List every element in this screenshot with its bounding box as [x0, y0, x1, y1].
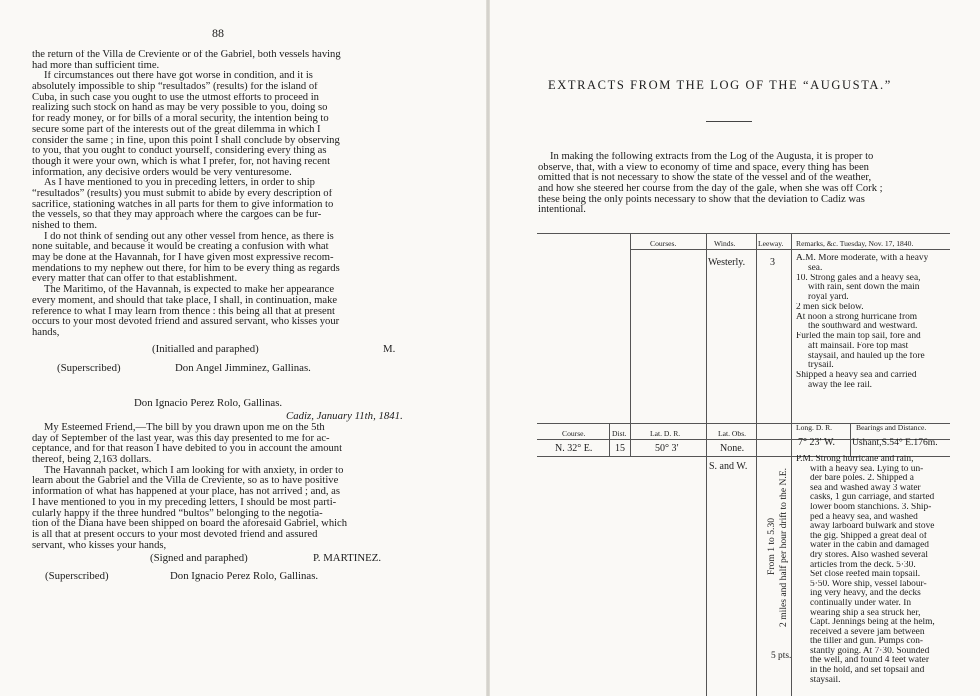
text-line: If circumstances out there have got worse in condition, and it is: [44, 71, 313, 82]
text-line: is all that at present occurs to your most devoted friend and assured: [32, 529, 318, 540]
text-line: every matter that can offer to that establishment.: [32, 274, 238, 285]
text-line: consider the same ; in fine, upon this point I shall conclude by observing: [32, 135, 340, 146]
header-dist: Dist.: [612, 429, 627, 438]
noon-lat-dr: 50° 3′: [655, 443, 679, 454]
noon-bearings: Ushant,S.54° E.176m.: [852, 437, 938, 448]
text-line: ceptance, and for that reason I have debited to you in account the amount: [32, 444, 343, 455]
text-line: these being the only points necessary to show that the deviation to Cadiz was: [538, 194, 865, 205]
remark-line: der bare poles. 2. Shipped a: [810, 474, 914, 484]
remark-line: continually under water. In: [810, 598, 912, 608]
header-courses: Courses.: [650, 239, 677, 248]
text-line: information, any decisive orders would be very venturesome.: [32, 167, 292, 178]
text-line: cularly happy if the three hundred “bultos” belonging to the negotia-: [32, 508, 323, 519]
text-line: for ready money, or for bills of a moral security, the intention being to: [32, 114, 329, 125]
text-line: learn about the Gabriel and the Villa de Creviente, so as to have positive: [32, 476, 339, 487]
text-line: As I have mentioned to you in preceding letters, in order to ship: [44, 178, 315, 189]
text-line: intentional.: [538, 205, 586, 216]
remark-line: ing very heavy, and the decks: [810, 589, 921, 599]
initialled-note: (Initialled and paraphed): [152, 343, 259, 355]
superscribed-label-1: (Superscribed): [57, 362, 121, 374]
text-line: mendations to my nephew out there, for him to be every thing as regards: [32, 263, 340, 274]
noon-lat-obs: None.: [720, 443, 745, 454]
header-lat-dr: Lat. D. R.: [650, 429, 681, 438]
leeway-value: 3: [770, 257, 775, 268]
remark-line: stantly going. At 7·30. Sounded: [810, 646, 930, 656]
wind-s-and-w: S. and W.: [709, 461, 748, 472]
table-top-rule: [537, 233, 950, 234]
drift-rate-note: 2 miles and half per hour drift to the N.E.: [778, 467, 789, 627]
remark-line: dry stores. Also washed several: [810, 550, 928, 560]
text-line: omitted that is not necessary to show the state of the vessel and of the weather,: [538, 173, 872, 184]
noon-long-dr: 7° 23′ W.: [798, 437, 836, 448]
text-line: In making the following extracts from the Log of the Augusta, it is proper to: [550, 152, 874, 162]
wind-westerly: Westerly.: [708, 257, 746, 268]
text-line: Cuba, in such case you ought to use the utmost efforts to proceed in: [32, 92, 319, 103]
text-line: “resultados” (results) you must submit to abide by every description of: [32, 188, 333, 199]
col-rule: [706, 233, 707, 696]
remark-line: Capt. Jennings being at the helm,: [810, 618, 935, 628]
remark-line: the tiller and gun. Pumps con-: [810, 637, 924, 647]
text-line: My Esteemed Friend,—The bill by you drawn upon me on the 5th: [44, 423, 325, 433]
superscribed-name-2: Don Ignacio Perez Rolo, Gallinas.: [170, 570, 319, 582]
text-line: absolutely impossible to ship “resultados” (results) for the island of: [32, 82, 318, 93]
header-long-dr: Long. D. R.: [796, 423, 833, 432]
intro-paragraph: [538, 152, 946, 216]
header-leeway: Leeway.: [758, 239, 784, 248]
signer: P. MARTINEZ.: [313, 552, 382, 564]
remark-line: Furled the main top sail, fore and: [796, 332, 921, 341]
header-bearings: Bearings and Distance.: [856, 423, 927, 432]
letter-1-body: [32, 50, 404, 339]
remark-line: P.M. Strong hurricane and rain,: [796, 455, 914, 464]
remark-line: sea and washed away 3 water: [810, 483, 921, 493]
col-rule: [756, 233, 757, 696]
remark-line: aft mainsail. Fore top mast: [808, 341, 909, 351]
remark-line: 2 men sick below.: [796, 302, 864, 312]
remark-line: the well, and found 4 feet water: [810, 656, 929, 666]
remark-line: 5·50. Wore ship, vessel labour-: [810, 579, 927, 589]
remark-line: Set close reefed main topsail.: [810, 570, 921, 580]
book-gutter: [486, 0, 490, 696]
header-course: Course.: [562, 429, 586, 438]
remark-line: A.M. More moderate, with a heavy: [796, 254, 929, 263]
text-line: the return of the Villa de Creviente or of the Gabriel, both vessels having: [32, 50, 341, 60]
text-line: none suitable, and because it would be creating a confusion with what: [32, 242, 329, 253]
text-line: nished to them.: [32, 221, 98, 231]
dateline: Cadiz, January 11th, 1841.: [286, 410, 403, 422]
header-winds: Winds.: [714, 239, 736, 248]
noon-course: N. 32° E.: [555, 443, 593, 454]
text-line: day of September of the last year, was this day presented to me for ac-: [32, 433, 330, 444]
text-line: The Maritimo, of the Havannah, is expected to make her appearance: [44, 285, 335, 296]
col-rule: [850, 423, 851, 456]
text-line: the vessels, so that they may approach where the cargoes can be fur-: [32, 210, 322, 221]
text-line: thereof, being 2,163 dollars.: [32, 455, 152, 466]
text-line: realizing such stock on hand as may be very possible to you, doing so: [32, 103, 328, 114]
remark-line: articles from the deck. 5·30.: [810, 560, 916, 570]
text-line: and how she steered her course from the day of the gale, when she was off Cork ;: [538, 184, 883, 195]
text-line: occurs to your most devoted friend and assured servant, who kisses your: [32, 317, 340, 328]
remark-line: staysail.: [810, 675, 841, 685]
remark-line: the southward and westward.: [808, 322, 918, 332]
remark-line: trysail.: [808, 361, 834, 371]
remarks-am: [796, 254, 928, 391]
initial-m: M.: [383, 343, 396, 355]
addressee: Don Ignacio Perez Rolo, Gallinas.: [134, 397, 283, 409]
text-line: may be done at the Havannah, for I have given most expressive recom-: [32, 253, 334, 264]
letter-2-body: [32, 423, 404, 551]
header-rule: [630, 249, 950, 250]
leeway-pts: 5 pts.: [771, 651, 792, 661]
remark-line: received a severe jam between: [810, 627, 925, 637]
remark-line: staysail, and hauled up the fore: [808, 351, 925, 361]
text-line: sacrifice, stationing watches in all parts for them to give information to: [32, 199, 334, 210]
remark-line: ped a heavy sea, and washed: [810, 512, 918, 522]
remark-line: lower boom stanchions. 3. Ship-: [810, 502, 932, 512]
text-line: tion of the Diana have been shipped on board the aforesaid Gabriel, which: [32, 519, 348, 530]
text-line: The Havannah packet, which I am looking for with anxiety, in order to: [44, 465, 344, 476]
superscribed-label-2: (Superscribed): [45, 570, 109, 582]
remark-line: away the lee rail.: [808, 380, 873, 390]
remark-line: in the hold, and set topsail and: [810, 666, 925, 676]
text-line: every moment, and should that take place, I shall, in continuation, make: [32, 295, 338, 306]
text-line: I have mentioned to you in my preceding letters, I should be most parti-: [32, 497, 337, 508]
title-rule: [706, 121, 752, 122]
text-line: I do not think of sending out any other vessel from hence, as there is: [44, 231, 334, 242]
text-line: to you, that you ought to conduct yourself, considering every thing as: [32, 146, 327, 157]
log-title: EXTRACTS FROM THE LOG OF THE “AUGUSTA.”: [548, 78, 892, 92]
header-remarks: Remarks, &c. Tuesday, Nov. 17, 1840.: [796, 239, 914, 248]
remark-line: with rain, sent down the main: [808, 283, 920, 293]
superscribed-name-1: Don Angel Jimminez, Gallinas.: [175, 362, 311, 374]
signed-note: (Signed and paraphed): [150, 552, 248, 564]
text-line: observe, that, with a view to economy of time and space, every thing has been: [538, 162, 869, 173]
remark-line: casks, 1 gun carriage, and started: [810, 493, 935, 503]
text-line: secure some part of the interests out of the great dilemma in which I: [32, 124, 321, 135]
remark-line: Shipped a heavy sea and carried: [796, 371, 917, 380]
remark-line: royal yard.: [808, 293, 849, 302]
remark-line: 10. Strong gales and a heavy sea,: [796, 273, 921, 283]
remarks-pm: [796, 455, 935, 685]
drift-period-note: From 1 to 5.30: [766, 517, 777, 575]
remark-line: the gig. Shipped a great deal of: [810, 531, 927, 541]
noon-dist: 15: [615, 443, 625, 454]
text-line: though it were your own, which is what I prefer, for, not having recent: [32, 156, 331, 167]
header-lat-obs: Lat. Obs.: [718, 429, 747, 438]
remark-line: with a heavy sea. Lying to un-: [810, 464, 924, 474]
text-line: hands,: [32, 327, 60, 338]
page-number: 88: [212, 26, 224, 40]
remark-line: sea.: [808, 263, 823, 273]
remark-line: water in the cabin and damaged: [810, 541, 929, 551]
col-rule: [791, 233, 792, 696]
text-line: servant, who kisses your hands,: [32, 540, 167, 551]
col-rule: [609, 423, 610, 456]
remark-line: wearing ship a sea struck her,: [810, 608, 921, 618]
col-rule: [630, 233, 631, 456]
text-line: reference to what I may learn from thence : this being all that at present: [32, 306, 335, 317]
text-line: had more than sufficient time.: [32, 60, 160, 71]
remark-line: At noon a strong hurricane from: [796, 312, 918, 322]
remark-line: away larboard bulwark and stove: [810, 522, 935, 532]
text-line: information of what has happened at your place, has not arrived ; and, as: [32, 487, 340, 498]
